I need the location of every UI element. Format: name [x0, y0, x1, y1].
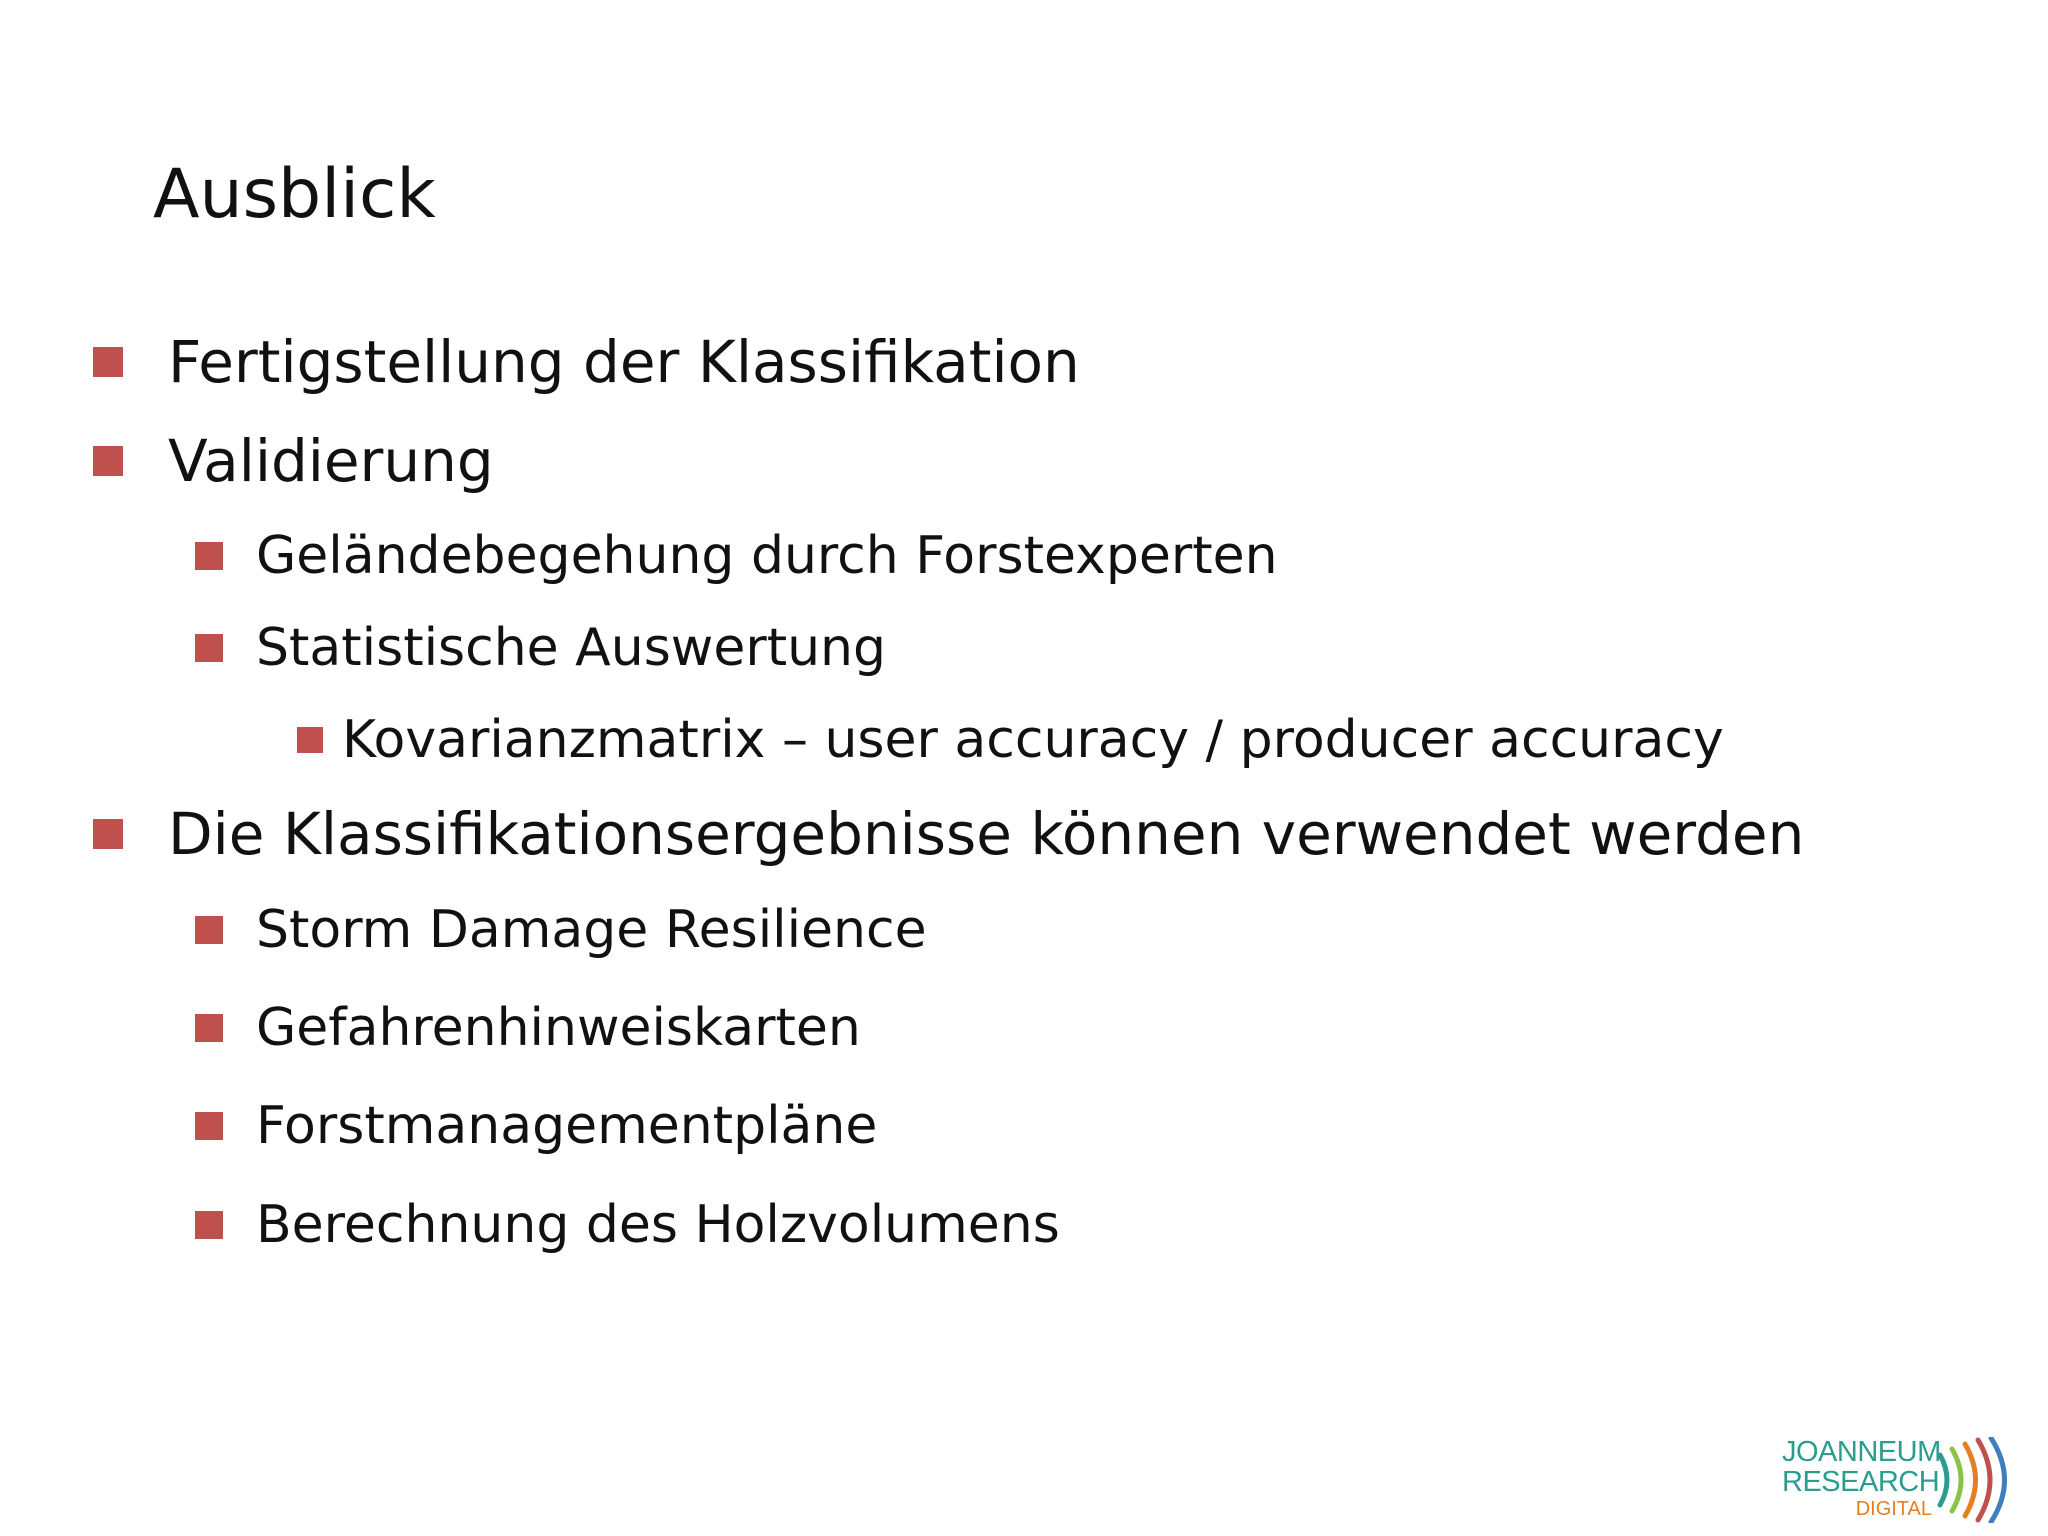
slide-title: Ausblick	[153, 155, 436, 234]
square-bullet-icon	[195, 916, 223, 944]
square-bullet-icon	[93, 347, 123, 377]
signal-arcs-icon	[1932, 1437, 2022, 1523]
logo-text	[1782, 1436, 1941, 1521]
square-bullet-icon	[93, 446, 123, 476]
bullet-text: Fertigstellung der Klassifikation	[168, 328, 1080, 396]
bullet-item	[195, 898, 927, 962]
square-bullet-icon	[195, 634, 223, 662]
square-bullet-icon	[195, 1112, 223, 1140]
bullet-text: Validierung	[168, 427, 494, 495]
square-bullet-icon	[195, 1014, 223, 1042]
logo-line-digital: DIGITAL	[1855, 1498, 1932, 1520]
bullet-text: Berechnung des Holzvolumens	[256, 1195, 1060, 1255]
bullet-item	[195, 616, 886, 680]
bullet-item	[195, 1094, 877, 1158]
bullet-text: Geländebegehung durch Forstexperten	[256, 526, 1278, 586]
square-bullet-icon	[297, 727, 323, 753]
bullet-text: Die Klassifikationsergebnisse können verwendet werden	[168, 800, 1805, 868]
square-bullet-icon	[195, 542, 223, 570]
bullet-item	[93, 327, 1080, 397]
bullet-item	[195, 996, 861, 1060]
bullet-text: Statistische Auswertung	[256, 618, 887, 678]
bullet-item	[297, 708, 1724, 772]
bullet-text: Storm Damage Resilience	[256, 900, 927, 960]
logo-line-joanneum: JOANNEUM	[1782, 1436, 1941, 1468]
logo-line-research: RESEARCH	[1782, 1466, 1940, 1498]
square-bullet-icon	[93, 819, 123, 849]
bullet-item	[93, 426, 494, 496]
bullet-item	[93, 799, 1804, 869]
square-bullet-icon	[195, 1211, 223, 1239]
bullet-text: Gefahrenhinweiskarten	[256, 998, 861, 1058]
bullet-item	[195, 524, 1278, 588]
bullet-text: Kovarianzmatrix – user accuracy / producer accuracy	[342, 710, 1724, 770]
bullet-item	[195, 1193, 1060, 1257]
joanneum-research-logo	[1782, 1437, 2037, 1523]
bullet-text: Forstmanagementpläne	[256, 1096, 878, 1156]
